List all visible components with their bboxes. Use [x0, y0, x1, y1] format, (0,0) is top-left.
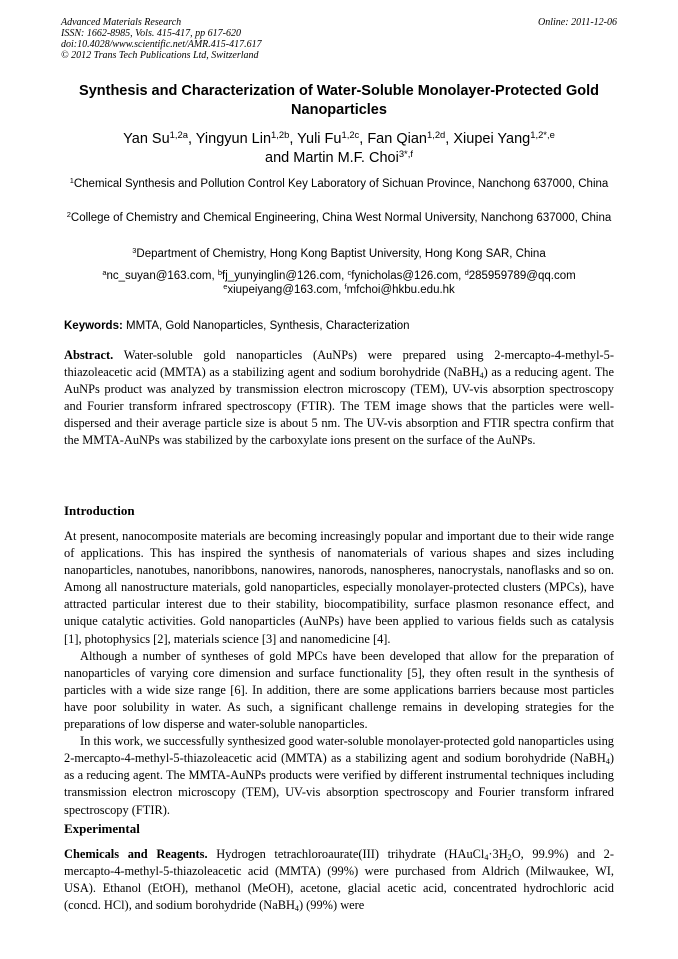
paragraph-text: ) as a reducing agent. The MMTA-AuNPs products were verified by different instrumental techniques including transmission electron microscopy (TEM), UV-vis absorption spectroscopy and Fourier transform infrared spectroscopy (FTIR).: [64, 751, 614, 817]
abstract-text: Water-soluble gold nanoparticles (AuNPs) were prepared using 2-mercapto-4-methyl-5-thiazoleacetic acid (MMTA) as a stabilizing agent and sodium borohydride (NaBH: [64, 348, 614, 380]
paragraph: [64, 733, 614, 818]
abstract-paragraph: [64, 347, 614, 450]
journal-issn: ISSN: 1662-8985, Vols. 415-417, pp 617-620: [61, 28, 241, 39]
abstract-label: Abstract.: [64, 348, 114, 362]
author-emails: [50, 269, 628, 297]
section-heading: Experimental: [64, 821, 140, 836]
email-address[interactable]: 285959789@qq.com: [468, 270, 576, 282]
subscript: 4: [605, 757, 610, 767]
affiliation-marker: 3: [132, 246, 137, 256]
affiliation: [50, 177, 628, 191]
journal-name: Advanced Materials Research: [61, 17, 182, 28]
paper-title: Synthesis and Characterization of Water-Soluble Monolayer-Protected Gold Nanoparticles: [79, 83, 599, 118]
author-superscript: 1,2a: [169, 129, 188, 141]
author-list: [40, 130, 638, 168]
email-separator: ,: [341, 270, 348, 282]
author-superscript: 1,2*,e: [530, 129, 555, 141]
author-name: Martin M.F. Choi: [293, 150, 399, 166]
author-name: Yan Su: [123, 131, 170, 147]
email-address[interactable]: fynicholas@126.com: [351, 270, 459, 282]
author-name: Fan Qian: [367, 131, 427, 147]
affiliation: [50, 211, 628, 225]
author-name: Yuli Fu: [297, 131, 342, 147]
journal-copyright: © 2012 Trans Tech Publications Ltd, Switzerland: [61, 50, 259, 61]
paragraph-text: In this work, we successfully synthesized good water-soluble monolayer-protected gold nanoparticles using 2-mercapto-4-methyl-5-thiazoleacetic acid (MMTA) as a stabilizing agent and sodium borohydride (NaBH: [64, 734, 614, 766]
author-separator: ,: [359, 131, 368, 147]
email-marker: b: [217, 268, 223, 278]
affiliation-text: Chemical Synthesis and Pollution Control Key Laboratory of Sichuan Province, Nanchong 637000, China: [73, 178, 609, 190]
experimental-section: [64, 820, 614, 914]
author-separator: ,: [289, 131, 298, 147]
paragraph: At present, nanocomposite materials are becoming increasingly popular and important due to their wide range of applications. This has inspired the synthesis of nanomaterials of various shapes and sizes including nanoparticles, nanotubes, nanoribbons, nanowires, nanorods, nanospheres, nanocrystals, nanoflasks and so on. Among all nanostructure materials, gold nanoparticles, especially monolayer-protected clusters (MPCs), have attracted particular interest due to their stability, biocompatibility, surface plasmon resonance effect, and unique catalytic activities. Gold nanoparticles (AuNPs) have been applied to various fields such as catalysis [1], photophysics [2], materials science [3] and nanomedicine [4].: [64, 529, 614, 646]
paragraph-text: O, 99.9%) and 2-mercapto-4-methyl-5-thiazoleacetic acid (MMTA) (99%) were purchased from Aldrich (Milwaukee, WI, USA). Ethanol (EtOH), methanol (MeOH), acetone, glacial acetic acid, concentrated hydrochloric acid (concd. HCl), and sodium borohydride (NaBH: [64, 847, 614, 913]
keywords-label: Keywords:: [64, 320, 123, 332]
paragraph-text: ) (99%) were: [298, 898, 365, 913]
journal-doi: doi:10.4028/www.scientific.net/AMR.415-417.617: [61, 39, 262, 50]
email-address[interactable]: mfchoi@hkbu.edu.hk: [346, 284, 455, 296]
keywords-text: MMTA, Gold Nanoparticles, Synthesis, Characterization: [122, 320, 410, 332]
subscript: 4: [479, 371, 484, 381]
author-separator: ,: [445, 131, 454, 147]
email-marker: a: [102, 268, 107, 278]
paragraph-text: ·3H: [488, 847, 508, 861]
affiliation-text: College of Chemistry and Chemical Engineering, China West Normal University, Nanchong 637000, China: [70, 212, 612, 224]
abstract: [64, 347, 614, 450]
author-superscript: 1,2c: [341, 129, 360, 141]
keywords: [64, 319, 616, 333]
author-name: Yingyun Lin: [195, 131, 272, 147]
email-address[interactable]: fj_yunyinglin@126.com: [222, 270, 342, 282]
email-address[interactable]: xiupeiyang@163.com: [227, 284, 339, 296]
subsection-runin: Chemicals and Reagents.: [64, 847, 208, 861]
author-superscript: 1,2b: [271, 129, 290, 141]
email-separator: ,: [458, 270, 465, 282]
email-marker: f: [344, 282, 347, 292]
affiliation-text: Department of Chemistry, Hong Kong Baptist University, Hong Kong SAR, China: [136, 248, 546, 260]
journal-header: [61, 17, 617, 61]
author-separator: ,: [187, 131, 196, 147]
email-marker: d: [464, 268, 469, 278]
email-separator: ,: [338, 284, 345, 296]
author-name: Xiupei Yang: [453, 131, 531, 147]
author-superscript: 1,2d: [426, 129, 446, 141]
paragraph: [64, 846, 614, 914]
abstract-text: ) as a reducing agent. The AuNPs product was analyzed by transmission electron microscopy (TEM), UV-vis absorption spectroscopy and Fourier transform infrared spectroscopy (FTIR). The TEM image shows that the particles were well-dispersed and their average particle size is about 5 nm. The UV-vis absorption and FTIR spectra confirm that the MMTA-AuNPs was stabilized by the carboxylate ions present on the surface of the AuNPs.: [64, 365, 614, 448]
section-heading: Introduction: [64, 503, 135, 518]
online-date: Online: 2011-12-06: [538, 17, 617, 28]
paragraph: Although a number of syntheses of gold MPCs have been developed that allow for the preparation of nanoparticles of varying core dimension and surface functionality [5], they often result in the synthesis of particles with a wide size range [6]. In addition, there are some applications barriers because most particles have poor solubility in water. As such, a significant challenge remains in developing strategies for the preparations of low disperse and water-soluble nanoparticles.: [64, 648, 614, 732]
affiliation-marker: 2: [66, 210, 71, 220]
subscript: 4: [294, 904, 299, 914]
paragraph-text: Hydrogen tetrachloroaurate(III) trihydrate (HAuCl: [207, 847, 485, 861]
subscript: 2: [507, 853, 512, 862]
subscript: 4: [484, 853, 489, 862]
email-marker: e: [223, 282, 228, 292]
email-separator: ,: [211, 270, 218, 282]
email-address[interactable]: nc_suyan@163.com: [106, 270, 212, 282]
email-marker: c: [347, 268, 352, 278]
affiliation: [50, 247, 628, 261]
affiliation-marker: 1: [69, 176, 74, 186]
introduction-section: [64, 502, 614, 819]
author-superscript: 3*,f: [398, 148, 413, 160]
author-conjunction: and: [265, 150, 294, 166]
